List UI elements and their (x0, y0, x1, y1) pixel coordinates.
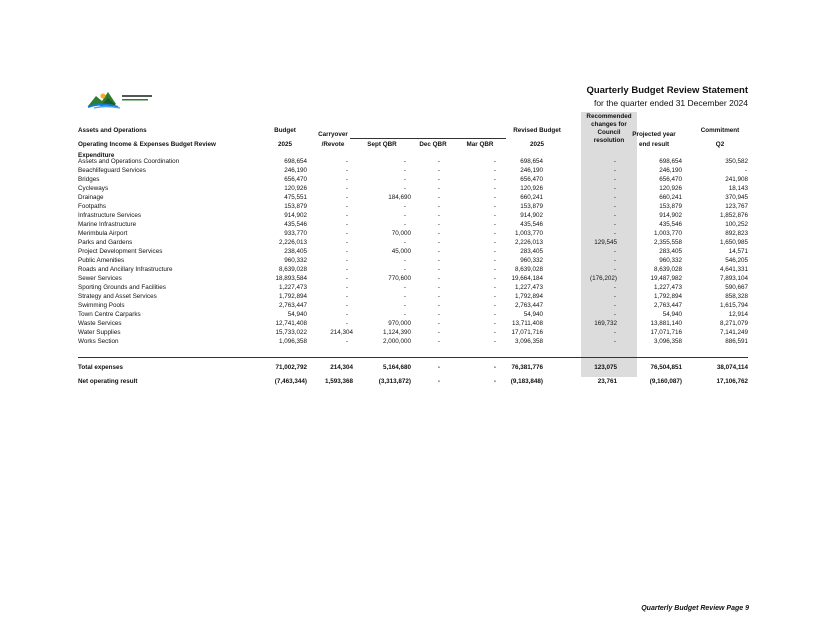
col-recommended-l1: Recommended (586, 113, 632, 120)
cell-rec: - (613, 212, 616, 219)
cell-budget: 71,002,792 (275, 364, 307, 371)
cell-mar: - (493, 329, 496, 336)
cell-proj: (9,160,087) (649, 378, 682, 385)
row-label: Drainage (78, 194, 104, 201)
cell-sept: - (403, 167, 406, 174)
cell-revised: 698,654 (520, 158, 543, 165)
cell-rec: - (613, 194, 616, 201)
cell-commit: 14,571 (728, 248, 748, 255)
cell-sept: 770,600 (388, 275, 411, 282)
cell-budget: 18,893,584 (275, 275, 307, 282)
cell-commit: 590,667 (725, 284, 748, 291)
cell-commit: 370,945 (725, 194, 748, 201)
cell-rec: - (613, 266, 616, 273)
cell-rec: - (613, 185, 616, 192)
cell-rec: - (613, 284, 616, 291)
cell-dec: - (437, 378, 440, 385)
row-label: Footpaths (78, 203, 107, 210)
cell-budget: 933,770 (284, 230, 307, 237)
col-revised-year: 2025 (529, 141, 544, 148)
cell-revised: 13,711,408 (511, 320, 543, 327)
cell-mar: - (493, 293, 496, 300)
cell-sept: 2,000,000 (382, 338, 411, 345)
col-budget-year: 2025 (277, 141, 292, 148)
cell-commit: 546,205 (725, 257, 748, 264)
row-label: Beachlifeguard Services (78, 167, 146, 174)
cell-budget: 238,405 (284, 248, 307, 255)
cell-dec: - (437, 158, 440, 165)
cell-rec: - (613, 311, 616, 318)
cell-dec: - (437, 364, 440, 371)
cell-proj: 8,639,028 (653, 266, 682, 273)
cell-sept: - (403, 293, 406, 300)
table-row (0, 338, 825, 346)
cell-proj: 283,405 (659, 248, 682, 255)
row-label: Project Development Services (78, 248, 163, 255)
cell-mar: - (493, 284, 496, 291)
cell-dec: - (437, 302, 440, 309)
row-label: Waste Services (78, 320, 122, 327)
col-carryover: Carryover (318, 131, 348, 138)
council-logo (86, 86, 158, 110)
cell-proj: 17,071,716 (650, 329, 682, 336)
cell-rec: - (613, 221, 616, 228)
row-label: Swimming Pools (78, 302, 125, 309)
cell-sept: - (403, 311, 406, 318)
cell-revised: 960,332 (520, 257, 543, 264)
cell-carry: - (345, 185, 348, 192)
col-sept-qbr: Sept QBR (367, 141, 397, 148)
cell-revised: 3,096,358 (514, 338, 543, 345)
row-label: Bridges (78, 176, 100, 183)
cell-carry: - (345, 212, 348, 219)
table-row (0, 320, 825, 328)
cell-revised: 120,926 (520, 185, 543, 192)
cell-mar: - (493, 302, 496, 309)
cell-proj: 2,763,447 (653, 302, 682, 309)
cell-proj: 960,332 (659, 257, 682, 264)
cell-rec: - (613, 257, 616, 264)
cell-carry: - (345, 266, 348, 273)
cell-dec: - (437, 176, 440, 183)
cell-sept: 45,000 (391, 248, 411, 255)
cell-revised: 2,226,013 (514, 239, 543, 246)
cell-mar: - (493, 311, 496, 318)
cell-proj: 120,926 (659, 185, 682, 192)
row-label: Town Centre Carparks (78, 311, 141, 318)
cell-revised: 914,902 (520, 212, 543, 219)
cell-budget: 246,190 (284, 167, 307, 174)
cell-rec: 129,545 (594, 239, 617, 246)
table-row (0, 293, 825, 301)
cell-sept: - (403, 239, 406, 246)
cell-revised: 19,664,184 (511, 275, 543, 282)
row-label: Sewer Services (78, 275, 122, 282)
cell-carry: 214,304 (330, 364, 353, 371)
page-footer: Quarterly Budget Review Page 9 (641, 605, 749, 612)
cell-budget: (7,463,344) (274, 378, 307, 385)
cell-proj: 153,879 (659, 203, 682, 210)
cell-carry: - (345, 203, 348, 210)
cell-sept: - (403, 212, 406, 219)
cell-budget: 656,470 (284, 176, 307, 183)
cell-budget: 960,332 (284, 257, 307, 264)
cell-proj: 914,902 (659, 212, 682, 219)
cell-revised: 435,546 (520, 221, 543, 228)
cell-commit: 892,823 (725, 230, 748, 237)
cell-proj: 660,241 (659, 194, 682, 201)
row-label: Assets and Operations Coordination (78, 158, 180, 165)
cell-mar: - (493, 364, 496, 371)
cell-rec: 23,761 (597, 378, 617, 385)
qbr-group-rule (350, 138, 506, 139)
cell-rec: - (613, 248, 616, 255)
cell-revised: 1,792,894 (514, 293, 543, 300)
cell-revised: 2,763,447 (514, 302, 543, 309)
cell-budget: 120,926 (284, 185, 307, 192)
cell-carry: - (345, 320, 348, 327)
cell-dec: - (437, 185, 440, 192)
col-projected: Projected year (632, 131, 676, 138)
cell-dec: - (437, 248, 440, 255)
cell-rec: 123,075 (594, 364, 617, 371)
cell-commit: 100,252 (725, 221, 748, 228)
col-mar-qbr: Mar QBR (466, 141, 494, 148)
row-label: Water Supplies (78, 329, 121, 336)
cell-dec: - (437, 293, 440, 300)
cell-proj: 1,003,770 (653, 230, 682, 237)
cell-budget: 12,741,408 (275, 320, 307, 327)
cell-mar: - (493, 167, 496, 174)
cell-dec: - (437, 194, 440, 201)
cell-revised: (9,183,848) (510, 378, 543, 385)
row-label: Marine Infrastructure (78, 221, 137, 228)
cell-mar: - (493, 185, 496, 192)
cell-rec: - (613, 338, 616, 345)
cell-budget: 435,546 (284, 221, 307, 228)
cell-carry: - (345, 293, 348, 300)
cell-sept: 5,164,680 (382, 364, 411, 371)
cell-dec: - (437, 266, 440, 273)
col-recommended-l2: changes for (591, 121, 627, 128)
col-budget: Budget (274, 127, 296, 134)
cell-mar: - (493, 257, 496, 264)
cell-revised: 17,071,716 (511, 329, 543, 336)
cell-budget: 475,551 (284, 194, 307, 201)
cell-proj: 1,227,473 (653, 284, 682, 291)
cell-budget: 153,879 (284, 203, 307, 210)
cell-budget: 2,226,013 (278, 239, 307, 246)
col-commitment-q2: Q2 (715, 141, 725, 148)
cell-rec: - (613, 167, 616, 174)
cell-mar: - (493, 320, 496, 327)
cell-carry: - (345, 248, 348, 255)
cell-mar: - (493, 194, 496, 201)
cell-proj: 435,546 (659, 221, 682, 228)
cell-commit: 1,615,794 (719, 302, 748, 309)
cell-revised: 153,879 (520, 203, 543, 210)
col-recommended-l3: Council (597, 129, 621, 136)
cell-rec: - (613, 293, 616, 300)
cell-dec: - (437, 230, 440, 237)
cell-budget: 54,940 (287, 311, 307, 318)
cell-commit: 7,141,249 (719, 329, 748, 336)
cell-carry: - (345, 194, 348, 201)
table-row (0, 302, 825, 310)
cell-proj: 246,190 (659, 167, 682, 174)
cell-budget: 15,733,022 (275, 329, 307, 336)
section-title: Assets and Operations (78, 127, 147, 134)
cell-mar: - (493, 221, 496, 228)
cell-carry: - (345, 239, 348, 246)
cell-dec: - (437, 212, 440, 219)
cell-budget: 1,792,894 (278, 293, 307, 300)
cell-budget: 698,654 (284, 158, 307, 165)
cell-carry: 1,593,368 (324, 378, 353, 385)
cell-proj: 2,355,558 (653, 239, 682, 246)
cell-revised: 76,381,776 (511, 364, 543, 371)
total-row (0, 364, 825, 372)
cell-proj: 1,792,894 (653, 293, 682, 300)
row-label: Strategy and Asset Services (78, 293, 157, 300)
cell-budget: 1,096,358 (278, 338, 307, 345)
cell-mar: - (493, 230, 496, 237)
table-row (0, 212, 825, 220)
cell-proj: 13,881,140 (650, 320, 682, 327)
cell-proj: 3,096,358 (653, 338, 682, 345)
cell-revised: 1,003,770 (514, 230, 543, 237)
cell-mar: - (493, 248, 496, 255)
cell-carry: - (345, 167, 348, 174)
col-recommended-l4: resolution (593, 137, 625, 144)
total-row (0, 378, 825, 386)
cell-sept: 70,000 (391, 230, 411, 237)
cell-sept: 1,124,390 (382, 329, 411, 336)
table-row (0, 329, 825, 337)
cell-sept: 184,690 (388, 194, 411, 201)
cell-carry: - (345, 257, 348, 264)
cell-dec: - (437, 320, 440, 327)
cell-revised: 1,227,473 (514, 284, 543, 291)
cell-dec: - (437, 338, 440, 345)
cell-mar: - (493, 266, 496, 273)
table-row (0, 230, 825, 238)
table-row (0, 266, 825, 274)
cell-revised: 283,405 (520, 248, 543, 255)
cell-commit: 8,271,079 (719, 320, 748, 327)
cell-sept: - (403, 203, 406, 210)
cell-budget: 914,902 (284, 212, 307, 219)
cell-mar: - (493, 239, 496, 246)
cell-commit: 17,106,762 (716, 378, 748, 385)
cell-revised: 660,241 (520, 194, 543, 201)
table-row (0, 221, 825, 229)
cell-dec: - (437, 311, 440, 318)
cell-mar: - (493, 176, 496, 183)
cell-budget: 1,227,473 (278, 284, 307, 291)
cell-rec: - (613, 203, 616, 210)
cell-sept: - (403, 257, 406, 264)
table-row (0, 275, 825, 283)
col-dec-qbr: Dec QBR (419, 141, 447, 148)
cell-rec: - (613, 230, 616, 237)
row-label: Cycleways (78, 185, 109, 192)
cell-carry: - (345, 221, 348, 228)
cell-revised: 54,940 (523, 311, 543, 318)
report-subtitle: for the quarter ended 31 December 2024 (593, 98, 748, 108)
table-row (0, 158, 825, 166)
row-label: Merimbula Airport (78, 230, 128, 237)
cell-mar: - (493, 275, 496, 282)
cell-carry: - (345, 302, 348, 309)
cell-dec: - (437, 239, 440, 246)
cell-sept: - (403, 302, 406, 309)
table-row (0, 185, 825, 193)
cell-rec: - (613, 176, 616, 183)
row-label: Works Section (78, 338, 119, 345)
row-label: Sporting Grounds and Facilities (78, 284, 166, 291)
cell-carry: 214,304 (330, 329, 353, 336)
cell-sept: - (403, 284, 406, 291)
cell-proj: 698,654 (659, 158, 682, 165)
table-row (0, 257, 825, 265)
table-row (0, 176, 825, 184)
cell-rec: 169,732 (594, 320, 617, 327)
table-row (0, 284, 825, 292)
cell-commit: - (744, 167, 747, 174)
cell-commit: 1,852,876 (719, 212, 748, 219)
cell-mar: - (493, 158, 496, 165)
table-row (0, 248, 825, 256)
cell-carry: - (345, 338, 348, 345)
table-row (0, 203, 825, 211)
cell-revised: 8,639,028 (514, 266, 543, 273)
row-label: Total expenses (78, 364, 124, 371)
cell-dec: - (437, 329, 440, 336)
cell-commit: 12,914 (728, 311, 748, 318)
cell-sept: - (403, 176, 406, 183)
table-row (0, 239, 825, 247)
total-rule (78, 357, 748, 358)
cell-mar: - (493, 338, 496, 345)
cell-carry: - (345, 158, 348, 165)
col-revised-budget: Revised Budget (513, 127, 561, 134)
cell-dec: - (437, 257, 440, 264)
cell-carry: - (345, 311, 348, 318)
cell-sept: 970,000 (388, 320, 411, 327)
report-title: Quarterly Budget Review Statement (586, 85, 748, 96)
table-row (0, 311, 825, 319)
row-label: Parks and Gardens (78, 239, 133, 246)
row-label: Net operating result (78, 378, 138, 385)
section-subtitle: Operating Income & Expenses Budget Review (78, 141, 216, 148)
cell-revised: 656,470 (520, 176, 543, 183)
cell-revised: 246,190 (520, 167, 543, 174)
cell-commit: 1,650,985 (719, 239, 748, 246)
cell-sept: - (403, 221, 406, 228)
cell-sept: - (403, 266, 406, 273)
row-label: Roads and Ancillary Infrastructure (78, 266, 173, 273)
cell-dec: - (437, 275, 440, 282)
cell-carry: - (345, 230, 348, 237)
cell-rec: - (613, 158, 616, 165)
cell-sept: (3,313,872) (378, 378, 411, 385)
cell-sept: - (403, 158, 406, 165)
cell-commit: 858,328 (725, 293, 748, 300)
cell-mar: - (493, 203, 496, 210)
cell-commit: 123,767 (725, 203, 748, 210)
cell-rec: (176,202) (590, 275, 617, 282)
cell-commit: 7,893,104 (719, 275, 748, 282)
table-row (0, 194, 825, 202)
cell-proj: 656,470 (659, 176, 682, 183)
cell-commit: 18,143 (728, 185, 748, 192)
cell-dec: - (437, 284, 440, 291)
cell-dec: - (437, 167, 440, 174)
cell-commit: 350,582 (725, 158, 748, 165)
cell-carry: - (345, 284, 348, 291)
table-row (0, 167, 825, 175)
cell-mar: - (493, 378, 496, 385)
cell-commit: 38,074,114 (716, 364, 748, 371)
cell-rec: - (613, 302, 616, 309)
cell-sept: - (403, 185, 406, 192)
cell-budget: 2,763,447 (278, 302, 307, 309)
cell-dec: - (437, 203, 440, 210)
cell-dec: - (437, 221, 440, 228)
cell-budget: 8,639,028 (278, 266, 307, 273)
cell-mar: - (493, 212, 496, 219)
cell-commit: 241,908 (725, 176, 748, 183)
cell-rec: - (613, 329, 616, 336)
col-commitment: Commitment (700, 127, 740, 134)
cell-carry: - (345, 275, 348, 282)
cell-commit: 886,591 (725, 338, 748, 345)
col-projected-sub: end result (638, 141, 670, 148)
cell-proj: 19,487,982 (650, 275, 682, 282)
col-revote: /Revote (321, 141, 345, 148)
cell-proj: 54,940 (662, 311, 682, 318)
expenditure-heading: Expenditure (78, 152, 115, 159)
cell-carry: - (345, 176, 348, 183)
row-label: Public Amenities (78, 257, 125, 264)
cell-commit: 4,641,331 (719, 266, 748, 273)
cell-proj: 76,504,851 (650, 364, 682, 371)
row-label: Infrastructure Services (78, 212, 141, 219)
